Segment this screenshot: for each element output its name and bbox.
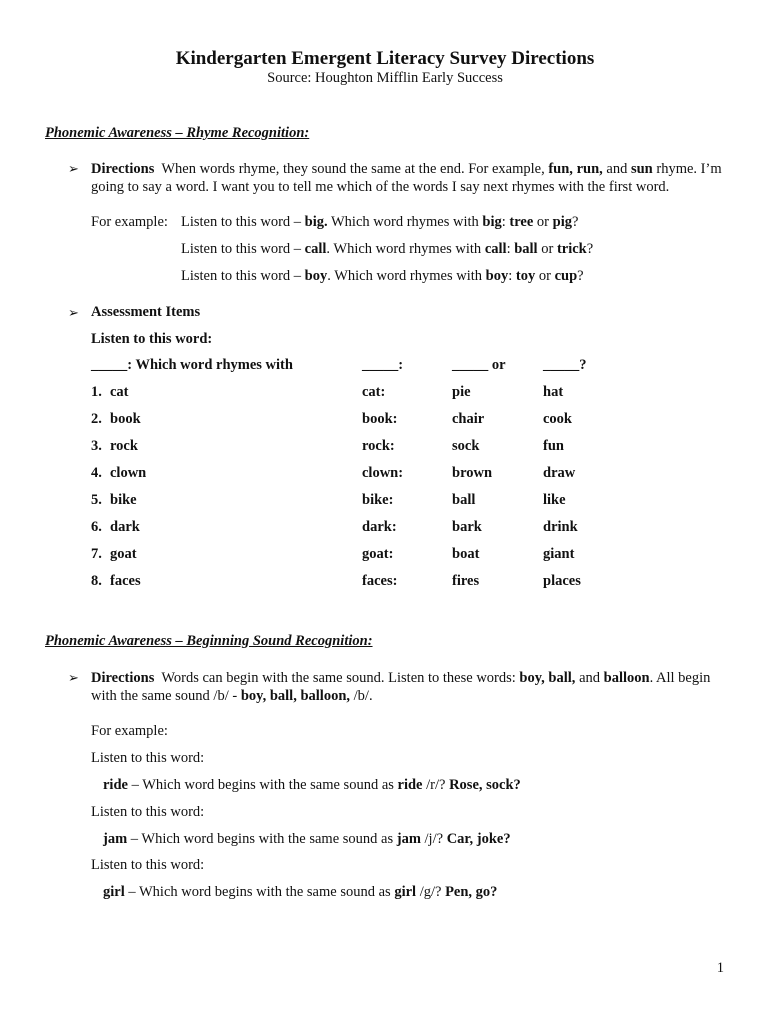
item-prompt: cat:: [362, 384, 386, 400]
item-prompt: bike:: [362, 492, 394, 508]
item-prompt: book:: [362, 411, 398, 427]
example-line: jam – Which word begins with the same sound as jam /j/? Car, joke?: [103, 831, 511, 847]
item-option-2: drink: [543, 519, 578, 535]
item-option-2: giant: [543, 546, 575, 562]
directions-text: I’m going to say a word. I want you to tell me which of the words I say next rhymes with the first word.: [91, 161, 722, 195]
item-word: clown: [110, 465, 147, 481]
item-option-2: fun: [543, 438, 564, 454]
item-prompt: dark:: [362, 519, 397, 535]
item-prompt: faces:: [362, 573, 398, 589]
rhyme-word: run,: [576, 161, 603, 177]
listen-label: Listen to this word:: [91, 750, 205, 766]
item-number: 1.: [91, 384, 102, 400]
directions-text: rhyme.: [656, 161, 698, 177]
item-option-2: like: [543, 492, 566, 508]
item-word: goat: [110, 546, 137, 562]
item-prompt: goat:: [362, 546, 394, 562]
item-number: 4.: [91, 465, 102, 481]
example-line: Listen to this word – big. Which word rhymes with big: tree or pig?: [181, 214, 579, 230]
example-line: girl – Which word begins with the same sound as girl /g/? Pen, go?: [103, 884, 498, 900]
page-number: 1: [716, 960, 724, 976]
example-line: Listen to this word – boy. Which word rhymes with boy: toy or cup?: [181, 268, 584, 284]
item-word: book: [110, 411, 141, 427]
item-option-2: places: [543, 573, 581, 589]
item-option-1: bark: [452, 519, 482, 535]
directions-label: Directions: [91, 161, 155, 177]
directions-text: When words rhyme, they sound the same at the end. For example,: [161, 161, 545, 177]
section-heading-beginning-sound: Phonemic Awareness – Beginning Sound Recognition:: [45, 633, 373, 649]
rhyme-word: fun,: [548, 161, 573, 177]
assessment-label: Assessment Items: [91, 304, 201, 320]
listen-label: Listen to this word:: [91, 804, 205, 820]
item-option-1: fires: [452, 573, 480, 589]
section-heading-rhyme: Phonemic Awareness – Rhyme Recognition:: [45, 125, 310, 141]
table-row: [0, 519, 770, 537]
item-word: rock: [110, 438, 138, 454]
arrow-bullet-icon: ➢: [68, 161, 79, 176]
item-word: dark: [110, 519, 140, 535]
item-number: 7.: [91, 546, 102, 562]
page-subtitle: Source: Houghton Mifflin Early Success: [267, 70, 503, 86]
item-word: cat: [110, 384, 129, 400]
rhyme-word: sun: [630, 161, 653, 177]
table-row: [0, 384, 770, 402]
item-number: 5.: [91, 492, 102, 508]
item-option-2: hat: [543, 384, 564, 400]
item-prompt: rock:: [362, 438, 395, 454]
table-row: [0, 573, 770, 591]
table-row: [0, 546, 770, 564]
item-number: 3.: [91, 438, 102, 454]
item-option-2: cook: [543, 411, 572, 427]
item-option-1: brown: [452, 465, 493, 481]
item-word: faces: [110, 573, 141, 589]
listen-label: Listen to this word:: [91, 331, 213, 347]
item-prompt: clown:: [362, 465, 404, 481]
item-number: 2.: [91, 411, 102, 427]
table-header: _____: Which word rhymes with _____: _____ or _____?: [91, 357, 587, 373]
table-row: [0, 411, 770, 429]
table-row: [0, 438, 770, 456]
example-line: Listen to this word – call. Which word rhymes with call: ball or trick?: [181, 241, 594, 257]
arrow-bullet-icon: ➢: [68, 670, 79, 685]
table-row: [0, 492, 770, 510]
directions-text: and: [606, 161, 628, 177]
rhyme-directions: [91, 160, 731, 196]
example-label: For example:: [91, 214, 168, 230]
table-row: [0, 465, 770, 483]
example-label: For example:: [91, 723, 168, 739]
item-option-1: sock: [452, 438, 480, 454]
arrow-bullet-icon: ➢: [68, 305, 79, 320]
beginning-sound-directions: Directions Words can begin with the same sound. Listen to these words: boy, ball, and balloon. All begin with the same sound /b/ - boy, ball, balloon, /b/.: [91, 670, 711, 704]
item-word: bike: [110, 492, 137, 508]
item-option-1: chair: [452, 411, 485, 427]
item-number: 8.: [91, 573, 102, 589]
item-option-1: pie: [452, 384, 471, 400]
item-option-1: ball: [452, 492, 476, 508]
listen-label: Listen to this word:: [91, 857, 205, 873]
item-option-2: draw: [543, 465, 576, 481]
item-number: 6.: [91, 519, 102, 535]
example-line: ride – Which word begins with the same sound as ride /r/? Rose, sock?: [103, 777, 521, 793]
item-option-1: boat: [452, 546, 480, 562]
page-title: Kindergarten Emergent Literacy Survey Directions: [175, 48, 595, 69]
